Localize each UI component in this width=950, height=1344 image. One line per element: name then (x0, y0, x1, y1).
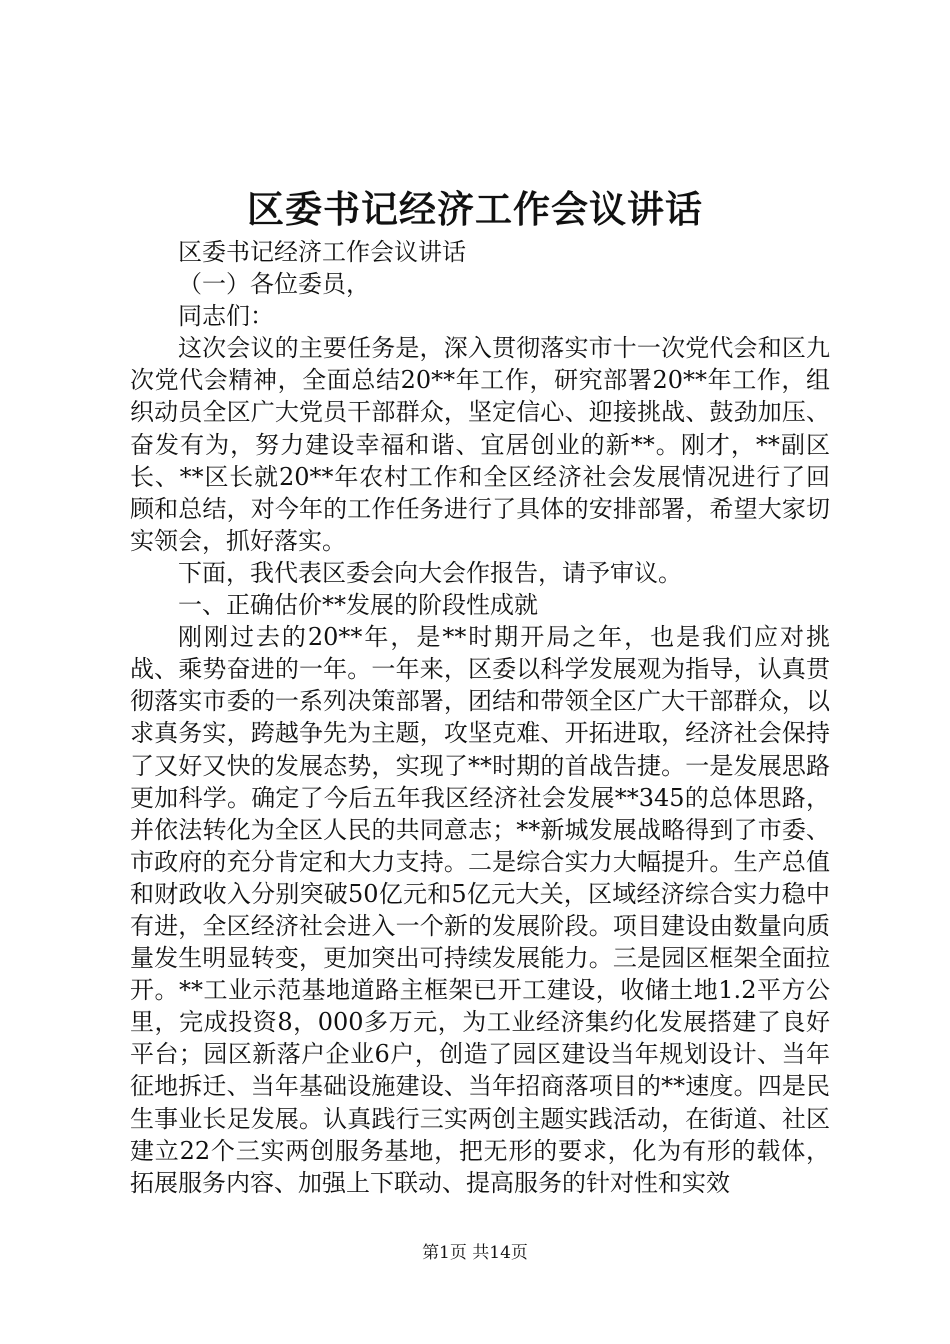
document-title: 区委书记经济工作会议讲话 (247, 187, 703, 231)
body-paragraph-greeting: 同志们： (178, 302, 274, 331)
body-paragraph-salutation: （一）各位委员， (178, 270, 370, 299)
body-paragraph-meeting-tasks: 这次会议的主要任务是，深入贯彻落实市十一次党代会和区九次党代会精神，全面总结20**年工作，研究部署20**年工作，组织动员全区广大党员干部群众，坚定信心、迎接挑战、鼓劲加压、奋发有为，努力建设幸福和谐、宜居创业的新**。刚才，**副区长、**区长就20**年农村工作和全区经济社会发展情况进行了回顾和总结，对今年的工作任务进行了具体的安排部署，希望大家切实领会，抓好落实。 (130, 334, 830, 555)
body-paragraph-achievements: 刚刚过去的20**年，是**时期开局之年，也是我们应对挑战、乘势奋进的一年。一年来，区委以科学发展观为指导，认真贯彻落实市委的一系列决策部署，团结和带领全区广大干部群众，以求真务实，跨越争先为主题，攻坚克难、开拓进取，经济社会保持了又好又快的发展态势，实现了**时期的首战告捷。一是发展思路更加科学。确定了今后五年我区经济社会发展**345的总体思路，并依法转化为全区人民的共同意志；**新城发展战略得到了市委、市政府的充分肯定和大力支持。二是综合实力大幅提升。生产总值和财政收入分别突破50亿元和5亿元大关，区域经济综合实力稳中有进，全区经济社会进入一个新的发展阶段。项目建设由数量向质量发生明显转变，更加突出可持续发展能力。三是园区框架全面拉开。**工业示范基地道路主框架已开工建设，收储土地1.2平方公里，完成投资8，000多万元，为工业经济集约化发展搭建了良好平台；园区新落户企业6户，创造了园区建设当年规划设计、当年征地拆迁、当年基础设施建设、当年招商落项目的**速度。四是民生事业长足发展。认真践行三实两创主题实践活动，在街道、社区建立22个三实两创服务基地，把无形的要求，化为有形的载体，拓展服务内容、加强上下联动、提高服务的针对性和实效 (130, 623, 830, 1197)
page-footer: 第1页 共14页 (422, 1243, 528, 1263)
document-body (130, 236, 830, 1199)
body-paragraph-heading-repeat: 区委书记经济工作会议讲话 (178, 238, 466, 266)
body-section-heading: 一、正确估价**发展的阶段性成就 (178, 591, 538, 620)
body-paragraph-report-intro: 下面，我代表区委会向大会作报告，请予审议。 (178, 558, 682, 587)
